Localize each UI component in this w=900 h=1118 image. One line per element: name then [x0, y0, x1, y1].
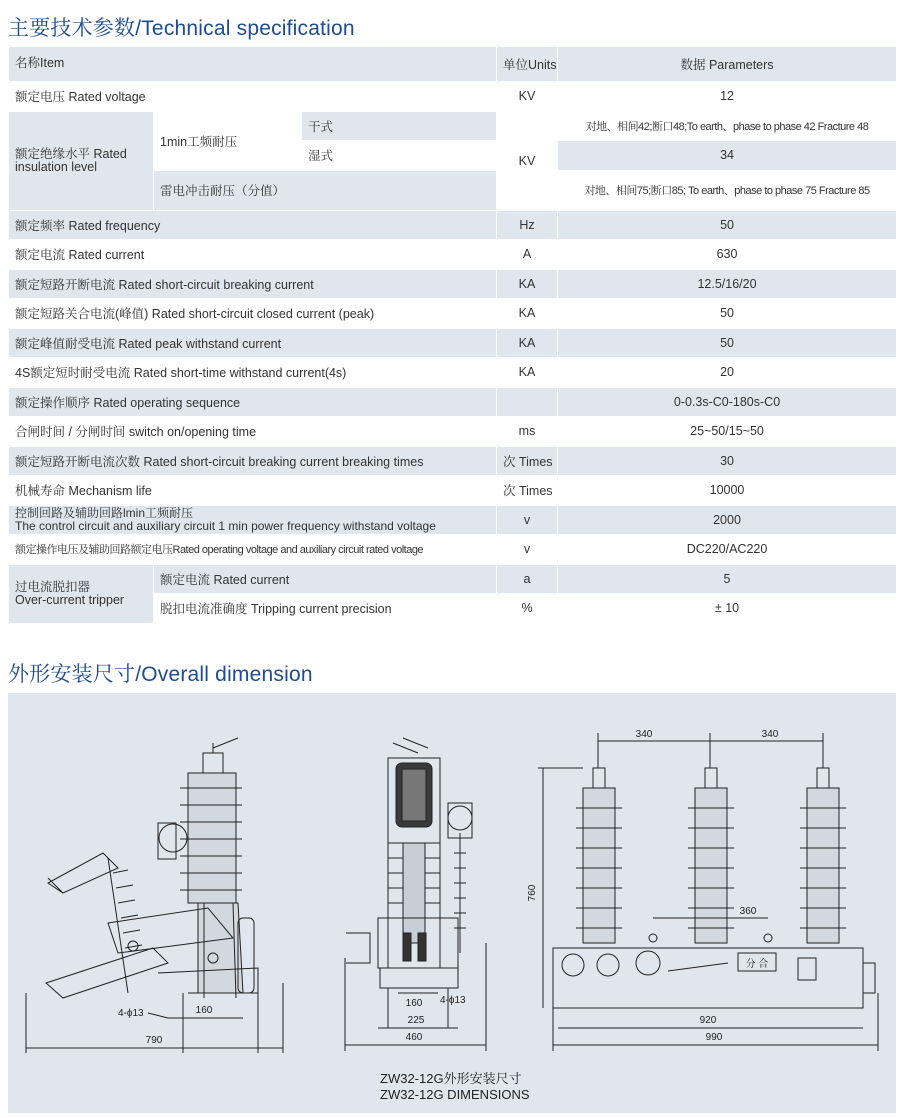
side-view-drawing	[26, 738, 283, 1053]
dim-top-990: 990	[705, 1032, 723, 1043]
table-row: 过电流脱扣器 Over-current tripper 额定电流 Rated current a 5	[9, 564, 897, 594]
dimension-drawing	[8, 693, 896, 1113]
drawing-svg	[8, 693, 896, 1113]
table-row: 额定操作顺序 Rated operating sequence 0-0.3s-C0-180s-C0	[9, 387, 897, 417]
dim-top-920: 920	[699, 1015, 717, 1026]
table-row: 机械寿命 Mechanism life 次 Times 10000	[9, 476, 897, 506]
section-title-specification: 主要技术参数/Technical specification	[8, 17, 355, 40]
dim-side-790: 790	[145, 1035, 163, 1046]
table-row: 脱扣电流准确度 Tripping current precision % ± 10	[9, 594, 897, 624]
header-params: 数据 Parameters	[558, 47, 897, 82]
table-row: 湿式 34	[9, 141, 897, 171]
table-row: 额定短路关合电流(峰值) Rated short-circuit closed current (peak) KA 50	[9, 299, 897, 329]
dim-top-760: 760	[527, 884, 538, 902]
pole-view-drawing	[527, 729, 878, 1051]
header-unit: 单位Units	[497, 47, 558, 82]
table-row: 额定操作电压及辅助回路额定电压Rated operating voltage and auxiliary circuit rated voltage v DC220/AC220	[9, 535, 897, 565]
table-row: 控制回路及辅助回路lmin工频耐压 The control circuit and auxiliary circuit 1 min power frequency withstand voltage v 2000	[9, 505, 897, 535]
table-row: 额定绝缘水平 Rated insulation level 1min工频耐压 干式 KV 对地、相间42;断口48;To earth、phase to phase 42 Fracture 48	[9, 111, 897, 141]
dim-side-4phi13: 4-ϕ13	[118, 1008, 144, 1019]
dim-top-340b: 340	[761, 729, 779, 740]
table-row: 合闸时间 / 分闸时间 switch on/opening time ms 25~50/15~50	[9, 417, 897, 447]
table-row: 额定短路开断电流 Rated short-circuit breaking current KA 12.5/16/20	[9, 269, 897, 299]
section-title-dimension: 外形安装尺寸/Overall dimension	[8, 663, 313, 686]
pole-1	[576, 768, 622, 943]
dim-top-340a: 340	[635, 729, 653, 740]
table-row: 额定电流 Rated current A 630	[9, 240, 897, 270]
table-row: 额定频率 Rated frequency Hz 50	[9, 210, 897, 240]
dim-front-225: 225	[407, 1015, 425, 1026]
spec-table	[8, 46, 897, 624]
table-row: 额定峰值耐受电流 Rated peak withstand current KA 50	[9, 328, 897, 358]
pole-3	[800, 768, 846, 943]
drawing-caption: ZW32-12G外形安装尺寸 ZW32-12G DIMENSIONS	[380, 1071, 530, 1102]
panel-label: 分 合	[745, 959, 769, 970]
pole-2	[688, 768, 734, 943]
dim-side-160: 160	[195, 1005, 213, 1016]
table-row: 雷电冲击耐压（分值） 对地、相间75;断口85; To earth、phase to phase 75 Fracture 85	[9, 170, 897, 210]
dim-front-4phi13: 4-ϕ13	[440, 995, 466, 1006]
front-view-drawing	[345, 738, 486, 1051]
header-item: 名称Item	[9, 47, 497, 82]
table-header-row	[9, 47, 897, 82]
table-row: 额定电压 Rated voltage KV 12	[9, 82, 897, 112]
dim-front-460: 460	[405, 1032, 423, 1043]
dim-front-160: 160	[405, 998, 423, 1009]
table-row: 4S额定短时耐受电流 Rated short-time withstand current(4s) KA 20	[9, 358, 897, 388]
dim-top-360: 360	[739, 906, 757, 917]
table-row: 额定短路开断电流次数 Rated short-circuit breaking current breaking times 次 Times 30	[9, 446, 897, 476]
